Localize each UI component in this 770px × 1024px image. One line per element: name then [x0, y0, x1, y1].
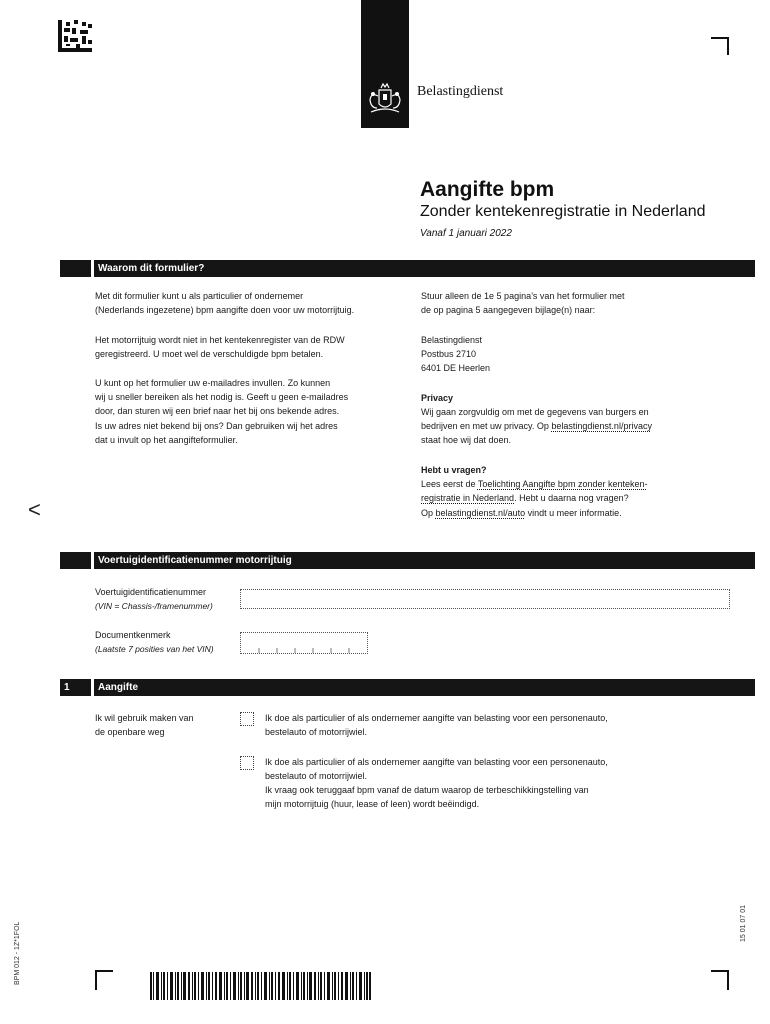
why-text-line: (Nederlands ingezetene) bpm aangifte doen voor uw motorrijtuig. [95, 305, 355, 315]
document-code-hint: (Laatste 7 posities van het VIN) [95, 644, 214, 654]
auto-info-link[interactable]: belastingdienst.nl/auto [435, 508, 526, 518]
why-text-line: Is uw adres niet bekend bij ons? Dan gebruiken wij het adres [95, 421, 338, 431]
address-line: Belastingdienst [421, 335, 483, 345]
option2-checkbox[interactable] [240, 756, 254, 770]
address-line: 6401 DE Heerlen [421, 363, 491, 373]
privacy-text-line [421, 419, 652, 434]
send-instruction-line: de op pagina 5 aangegeven bijlage(n) naar: [421, 305, 596, 315]
questions-heading: Hebt u vragen? [421, 465, 487, 475]
why-text-line: dat u invult op het aangifteformulier. [95, 435, 238, 445]
character-separators-icon [241, 633, 367, 653]
why-text-line: U kunt op het formulier uw e-mailadres invullen. Zo kunnen [95, 378, 331, 388]
chevron-left-icon: < [28, 497, 41, 522]
bar-divider [91, 260, 94, 277]
privacy-text: bedrijven en met uw privacy. Op [421, 421, 552, 431]
option2-text-line: bestelauto of motorrijwiel. [265, 771, 368, 781]
section-heading-why: Waarom dit formulier? [98, 263, 205, 274]
logo-bar [361, 0, 409, 128]
coat-of-arms-icon [361, 0, 409, 128]
form-title: Aangifte bpm [420, 178, 555, 201]
datamatrix-code-icon [58, 20, 92, 52]
valid-from-date: Vanaf 1 januari 2022 [420, 228, 512, 239]
vin-label: Voertuigidentificatienummer [95, 587, 207, 597]
why-text-line: wij u sneller bereiken als het nodig is. Geeft u geen e-mailadres [95, 392, 349, 402]
bar-divider [91, 679, 94, 696]
crop-mark-top-right [711, 37, 729, 55]
toelichting-link[interactable]: Toelichting Aangifte bpm zonder kenteken- [477, 479, 648, 489]
section-number: 1 [64, 682, 70, 693]
section-heading-vin: Voertuigidentificatienummer motorrijtuig [98, 555, 292, 566]
form-code: BPM 012 - 1Z*1FOL [14, 921, 21, 985]
questions-text: Lees eerst de [421, 479, 478, 489]
option2-text-line: Ik vraag ook teruggaaf bpm vanaf de datum waarop de terbeschikkingstelling van [265, 785, 589, 795]
document-code: 15 01 07 01 [740, 905, 747, 942]
question-line: Ik wil gebruik maken van [95, 713, 194, 723]
form-subtitle: Zonder kentekenregistratie in Nederland [420, 203, 706, 220]
privacy-link[interactable]: belastingdienst.nl/privacy [551, 421, 652, 431]
option1-checkbox[interactable] [240, 712, 254, 726]
privacy-heading: Privacy [421, 393, 454, 403]
vin-hint: (VIN = Chassis-/framenummer) [95, 601, 213, 611]
org-name: Belastingdienst [417, 84, 504, 99]
vin-input[interactable] [240, 589, 730, 609]
why-text-line: door, dan sturen wij een brief naar het bij ons bekende adres. [95, 406, 340, 416]
send-instruction-line: Stuur alleen de 1e 5 pagina’s van het formulier met [421, 291, 625, 301]
bar-divider [91, 552, 94, 569]
questions-text: . Hebt u daarna nog vragen? [514, 493, 629, 503]
questions-text: Op [421, 508, 436, 518]
option2-text-line: mijn motorrijtuig (huur, lease of leen) wordt beëindigd. [265, 799, 480, 809]
option2-text-line: Ik doe als particulier of als ondernemer aangifte van belasting voor een personenauto, [265, 757, 608, 767]
option1-text-line: bestelauto of motorrijwiel. [265, 727, 368, 737]
toelichting-link-continued[interactable]: registratie in Nederland [421, 493, 515, 503]
why-text-line: Met dit formulier kunt u als particulier of ondernemer [95, 291, 304, 301]
section-bar-aangifte [60, 679, 755, 696]
questions-text-line [421, 506, 622, 521]
questions-text: vindt u meer informatie. [525, 508, 622, 518]
document-code-label: Documentkenmerk [95, 630, 171, 640]
why-text-line: Het motorrijtuig wordt niet in het kentekenregister van de RDW [95, 335, 345, 345]
privacy-text-line: staat hoe wij dat doen. [421, 435, 512, 445]
privacy-text-line: Wij gaan zorgvuldig om met de gegevens van burgers en [421, 407, 649, 417]
address-line: Postbus 2710 [421, 349, 477, 359]
option1-text-line: Ik doe als particulier of als ondernemer aangifte van belasting voor een personenauto, [265, 713, 608, 723]
document-code-input[interactable] [240, 632, 368, 654]
questions-text-line [421, 477, 647, 492]
question-line: de openbare weg [95, 727, 165, 737]
crop-mark-bottom-right [711, 970, 729, 990]
questions-text-line [421, 491, 629, 506]
barcode-icon [150, 972, 371, 1000]
crop-mark-bottom-left [95, 970, 113, 990]
section-heading-aangifte: Aangifte [98, 682, 138, 693]
why-text-line: geregistreerd. U moet wel de verschuldigde bpm betalen. [95, 349, 324, 359]
